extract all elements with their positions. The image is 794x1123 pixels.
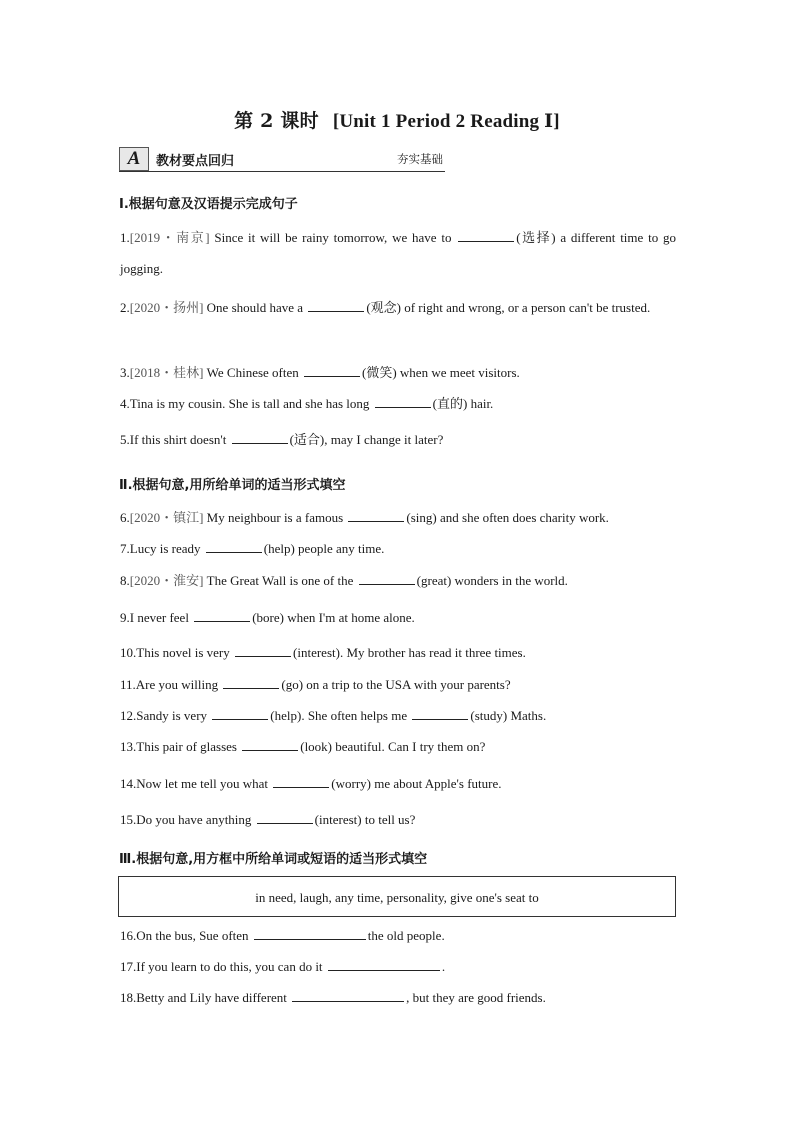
answer-blank[interactable] (359, 572, 415, 585)
question-4: 4.Tina is my cousin. She is tall and she has long (直的) hair. (120, 396, 494, 411)
section-heading-2: Ⅱ.根据句意,用所给单词的适当形式填空 (119, 478, 346, 493)
section-banner (119, 144, 445, 172)
answer-blank[interactable] (458, 229, 514, 242)
title-cn: 第 2 课时 (234, 110, 319, 132)
answer-blank[interactable] (412, 707, 468, 720)
answer-blank[interactable] (292, 989, 404, 1002)
answer-blank[interactable] (257, 811, 313, 824)
answer-blank[interactable] (328, 958, 440, 971)
answer-blank[interactable] (194, 609, 250, 622)
title-en: [Unit 1 Period 2 Reading Ⅰ] (332, 111, 560, 132)
question-12: 12.Sandy is very (help). She often helps me (study) Maths. (120, 708, 547, 723)
question-1: 1.[2019・南京] Since it will be rainy tomorrow, we have to (选择) a different time to go jogging. (120, 230, 676, 276)
question-11: 11.Are you willing (go) on a trip to the USA with your parents? (120, 677, 511, 692)
answer-blank[interactable] (304, 364, 360, 377)
question-10: 10.This novel is very (interest). My brother has read it three times. (120, 645, 526, 660)
answer-blank[interactable] (375, 395, 431, 408)
section-heading-1: Ⅰ.根据句意及汉语提示完成句子 (119, 197, 298, 212)
banner-title: 教材要点回归 (156, 154, 235, 169)
question-6: 6.[2020・镇江] My neighbour is a famous (sing) and she often does charity work. (120, 510, 609, 525)
question-15: 15.Do you have anything (interest) to tell us? (120, 812, 416, 827)
answer-blank[interactable] (223, 676, 279, 689)
question-14: 14.Now let me tell you what (worry) me about Apple's future. (120, 776, 502, 791)
answer-blank[interactable] (308, 299, 364, 312)
answer-blank[interactable] (273, 775, 329, 788)
question-17: 17.If you learn to do this, you can do it . (120, 959, 446, 974)
question-7: 7.Lucy is ready (help) people any time. (120, 541, 385, 556)
answer-blank[interactable] (232, 431, 288, 444)
page-title (0, 106, 794, 133)
answer-blank[interactable] (254, 927, 366, 940)
word-box: in need, laugh, any time, personality, give one's seat to (118, 876, 676, 917)
question-18: 18.Betty and Lily have different , but they are good friends. (120, 990, 546, 1005)
question-16: 16.On the bus, Sue often the old people. (120, 928, 445, 943)
answer-blank[interactable] (235, 644, 291, 657)
question-9: 9.I never feel (bore) when I'm at home alone. (120, 610, 415, 625)
banner-tag: 夯实基础 (397, 152, 443, 166)
answer-blank[interactable] (206, 540, 262, 553)
question-3: 3.[2018・桂林] We Chinese often (微笑) when we meet visitors. (120, 365, 520, 380)
question-8: 8.[2020・淮安] The Great Wall is one of the (great) wonders in the world. (120, 573, 568, 588)
answer-blank[interactable] (242, 738, 298, 751)
question-5: 5.If this shirt doesn't (适合), may I change it later? (120, 432, 444, 447)
answer-blank[interactable] (348, 509, 404, 522)
question-2: 2.[2020・扬州] One should have a (观念) of right and wrong, or a person can't be trusted. (120, 300, 651, 315)
question-13: 13.This pair of glasses (look) beautiful. Can I try them on? (120, 739, 486, 754)
answer-blank[interactable] (212, 707, 268, 720)
section-heading-3: Ⅲ.根据句意,用方框中所给单词或短语的适当形式填空 (119, 852, 428, 867)
banner-badge-icon: A (119, 147, 149, 171)
